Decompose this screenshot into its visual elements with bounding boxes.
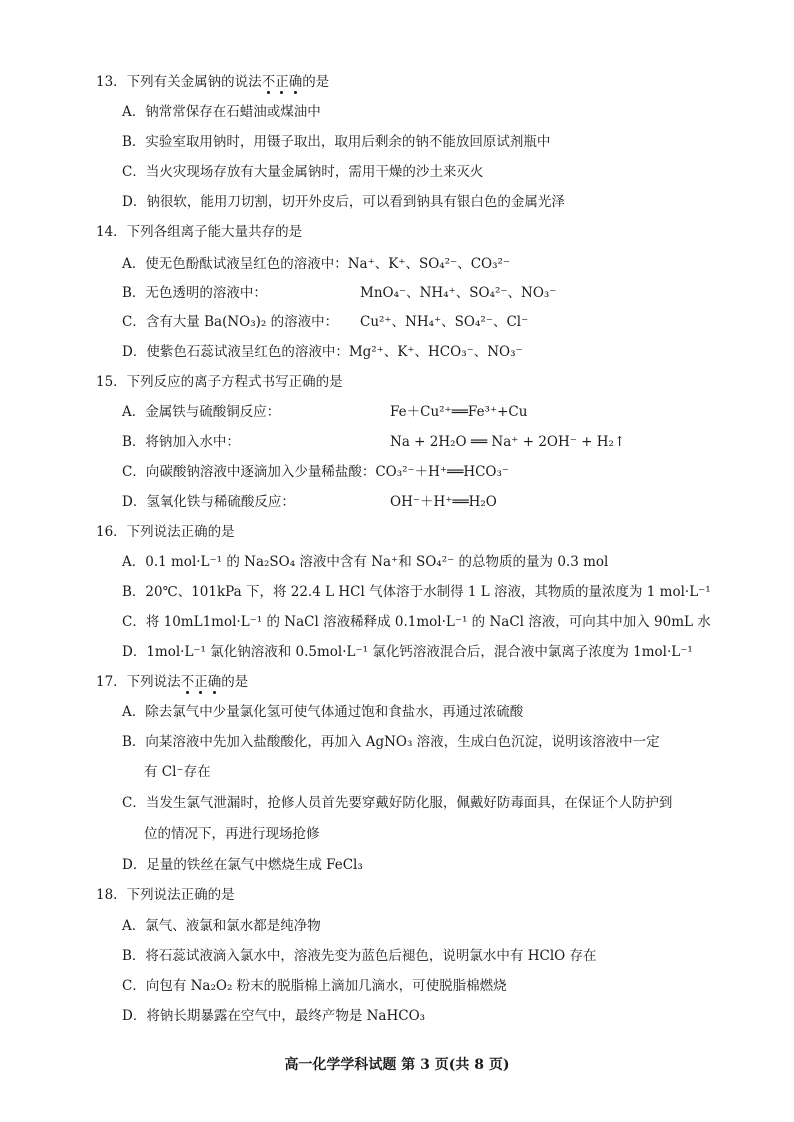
q15-option-d-equation: OH⁻＋H⁺══H₂O bbox=[390, 494, 497, 510]
stem-tail: 的是 bbox=[221, 674, 249, 690]
emphasis-char: 正 bbox=[194, 674, 208, 690]
emphasis-not-correct bbox=[181, 674, 222, 690]
emphasis-char: 确 bbox=[288, 74, 303, 90]
q18-option-b: B．将石蕊试液滴入氯水中，溶液先变为蓝色后褪色，说明氯水中有 HClO 存在 bbox=[122, 948, 597, 964]
q16-option-b: B．20℃、101kPa 下，将 22.4 L HCl 气体溶于水制得 1 L 溶液，其物质的量浓度为 1 mol·L⁻¹ bbox=[122, 584, 711, 600]
emphasis-char: 正 bbox=[275, 74, 289, 90]
question-14-stem: 14．下列各组离子能大量共存的是 bbox=[96, 224, 303, 240]
q16-option-c: C．将 10mL1mol·L⁻¹ 的 NaCl 溶液稀释成 0.1mol·L⁻¹ 的 NaCl 溶液，可向其中加入 90mL 水 bbox=[122, 614, 711, 630]
q17-option-a: A．除去氯气中少量氯化氢可使气体通过饱和食盐水，再通过浓硫酸 bbox=[122, 704, 524, 720]
q13-option-d: D．钠很软，能用刀切割，切开外皮后，可以看到钠具有银白色的金属光泽 bbox=[122, 194, 565, 210]
q14-option-d: D．使紫色石蕊试液呈红色的溶液中：Mg²⁺、K⁺、HCO₃⁻、NO₃⁻ bbox=[122, 344, 523, 360]
q17-option-c-line2: 位的情况下，再进行现场抢修 bbox=[144, 826, 320, 842]
q17-option-d: D．足量的铁丝在氯气中燃烧生成 FeCl₃ bbox=[122, 857, 363, 873]
emphasis-not-correct bbox=[262, 74, 303, 90]
question-18-stem: 18．下列说法正确的是 bbox=[96, 887, 235, 903]
q18-option-d: D．将钠长期暴露在空气中，最终产物是 NaHCO₃ bbox=[122, 1008, 426, 1024]
q17-option-c-line1: C．当发生氯气泄漏时，抢修人员首先要穿戴好防化服，佩戴好防毒面具，在保证个人防护到 bbox=[122, 795, 673, 811]
q15-option-b-label: B．将钠加入水中： bbox=[122, 434, 240, 450]
q13-option-b: B．实验室取用钠时，用镊子取出，取用后剩余的钠不能放回原试剂瓶中 bbox=[122, 134, 551, 150]
emphasis-char: 不 bbox=[261, 74, 276, 90]
question-15-stem: 15．下列反应的离子方程式书写正确的是 bbox=[96, 374, 343, 390]
q16-option-d: D．1mol·L⁻¹ 氯化钠溶液和 0.5mol·L⁻¹ 氯化钙溶液混合后，混合液中氯离子浓度为 1mol·L⁻¹ bbox=[122, 644, 693, 660]
q17-option-b-line1: B．向某溶液中先加入盐酸酸化，再加入 AgNO₃ 溶液，生成白色沉淀，说明该溶液中一定 bbox=[122, 734, 660, 750]
q16-option-a: A．0.1 mol·L⁻¹ 的 Na₂SO₄ 溶液中含有 Na⁺和 SO₄²⁻ 的总物质的量为 0.3 mol bbox=[122, 554, 609, 570]
q15-option-a-label: A．金属铁与硫酸铜反应： bbox=[122, 404, 281, 420]
q13-option-a: A．钠常常保存在石蜡油或煤油中 bbox=[122, 104, 321, 120]
q14-option-c-ions: Cu²⁺、NH₄⁺、SO₄²⁻、Cl⁻ bbox=[360, 314, 529, 330]
emphasis-char: 确 bbox=[207, 674, 222, 690]
q15-option-d-label: D．氢氧化铁与稀硫酸反应： bbox=[122, 494, 295, 510]
q13-option-c: C．当火灾现场存放有大量金属钠时，需用干燥的沙土来灭火 bbox=[122, 164, 484, 180]
emphasis-char: 不 bbox=[180, 674, 195, 690]
question-17-stem: 17．下列说法不正确的是 bbox=[96, 674, 249, 690]
stem-tail: 的是 bbox=[302, 74, 330, 90]
q14-option-a: A．使无色酚酞试液呈红色的溶液中：Na⁺、K⁺、SO₄²⁻、CO₃²⁻ bbox=[122, 256, 511, 272]
q14-option-b-ions: MnO₄⁻、NH₄⁺、SO₄²⁻、NO₃⁻ bbox=[360, 285, 557, 301]
page-footer: 高一化学学科试题 第 3 页(共 8 页) bbox=[284, 1057, 510, 1073]
q15-option-b-equation: Na + 2H₂O ══ Na⁺ + 2OH⁻ + H₂↑ bbox=[390, 434, 626, 450]
q14-option-b-label: B．无色透明的溶液中： bbox=[122, 285, 267, 301]
q15-option-a-equation: Fe＋Cu²⁺══Fe³⁺+Cu bbox=[390, 404, 528, 420]
q18-option-a: A．氯气、液氯和氯水都是纯净物 bbox=[122, 918, 321, 934]
q18-option-c: C．向包有 Na₂O₂ 粉末的脱脂棉上滴加几滴水，可使脱脂棉燃烧 bbox=[122, 978, 507, 994]
q17-option-b-line2: 有 Cl⁻存在 bbox=[144, 764, 211, 780]
q15-option-c: C．向碳酸钠溶液中逐滴加入少量稀盐酸：CO₃²⁻＋H⁺══HCO₃⁻ bbox=[122, 464, 510, 480]
q14-option-c-label: C．含有大量 Ba(NO₃)₂ 的溶液中： bbox=[122, 314, 339, 330]
question-13-stem: 13．下列有关金属钠的说法不正确的是 bbox=[96, 74, 330, 90]
question-16-stem: 16．下列说法正确的是 bbox=[96, 524, 235, 540]
